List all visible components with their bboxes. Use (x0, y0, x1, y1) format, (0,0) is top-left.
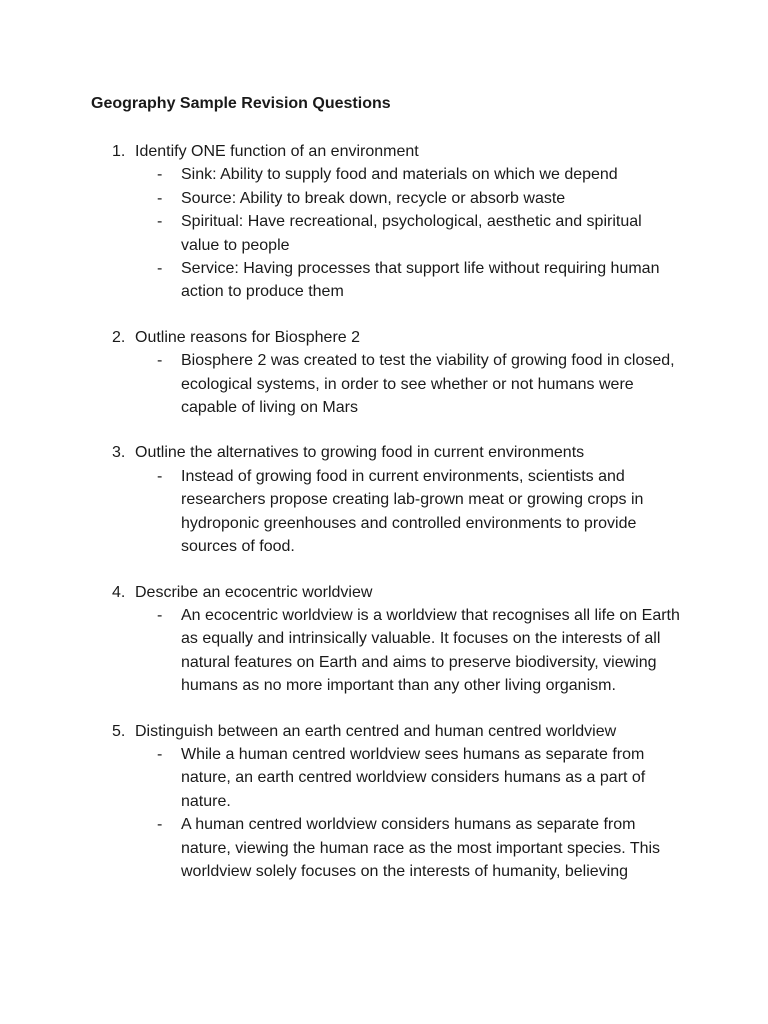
question-list (0, 140, 768, 905)
document-title: Geography Sample Revision Questions (91, 95, 391, 112)
answer-text: Sink: Ability to supply food and materials on which we depend (181, 166, 618, 184)
answer-item (0, 163, 768, 186)
question-text: Describe an ecocentric worldview (135, 583, 373, 601)
question-text: Outline reasons for Biosphere 2 (135, 328, 361, 346)
bullet-dash: - (157, 260, 163, 278)
answer-list (0, 163, 768, 303)
answer-item (0, 210, 768, 257)
bullet-dash: - (157, 213, 163, 231)
question-text: Distinguish between an earth centred and human centred worldview (135, 722, 617, 740)
answer-list (0, 604, 768, 698)
question-item (0, 720, 768, 884)
answer-item (0, 465, 768, 559)
bullet-dash: - (157, 745, 163, 763)
answer-text: Spiritual: Have recreational, psychological, aesthetic and spiritual value to people (181, 213, 642, 254)
question-text: Identify ONE function of an environment (135, 143, 419, 160)
question-item (0, 581, 768, 698)
question-item (0, 140, 768, 304)
question-number: 3. (112, 444, 126, 462)
answer-list (0, 349, 768, 419)
answer-text: Instead of growing food in current environments, scientists and researchers propose creating lab-grown meat or growing crops in hydroponic greenhouses and controlled environments to provide sources of food. (181, 467, 644, 556)
answer-text: Biosphere 2 was created to test the viability of growing food in closed, ecological systems, in order to see whether or not humans were capable of living on Mars (181, 352, 675, 417)
bullet-dash: - (157, 352, 163, 370)
question-number: 4. (112, 583, 126, 601)
answer-text: A human centred worldview considers humans as separate from nature, viewing the human race as the most important species. This worldview solely focuses on the interests of humanity, believing (181, 816, 661, 880)
question-number: 2. (112, 328, 126, 346)
bullet-dash: - (157, 816, 163, 834)
bullet-dash: - (157, 166, 163, 184)
answer-item (0, 604, 768, 698)
answer-item (0, 349, 768, 419)
answer-item (0, 257, 768, 304)
question-item (0, 326, 768, 420)
answer-text: Source: Ability to break down, recycle or absorb waste (181, 189, 566, 207)
answer-item (0, 187, 768, 210)
answer-item (0, 743, 768, 813)
question-number: 1. (112, 143, 126, 160)
answer-text: Service: Having processes that support life without requiring human action to produce them (181, 260, 660, 301)
answer-text: While a human centred worldview sees humans as separate from nature, an earth centred worldview considers humans as a part of nature. (181, 745, 646, 810)
question-item (0, 441, 768, 558)
answer-list (0, 743, 768, 883)
bullet-dash: - (157, 189, 163, 207)
answer-item (0, 813, 768, 883)
bullet-dash: - (157, 467, 163, 485)
answer-list (0, 465, 768, 559)
bullet-dash: - (157, 606, 163, 624)
question-number: 5. (112, 722, 126, 740)
question-text: Outline the alternatives to growing food in current environments (135, 444, 585, 462)
answer-text: An ecocentric worldview is a worldview that recognises all life on Earth as equally and intrinsically valuable. It focuses on the interests of all natural features on Earth and aims to preserve biodiversity, viewing humans as no more important than any other living organism. (181, 606, 680, 695)
